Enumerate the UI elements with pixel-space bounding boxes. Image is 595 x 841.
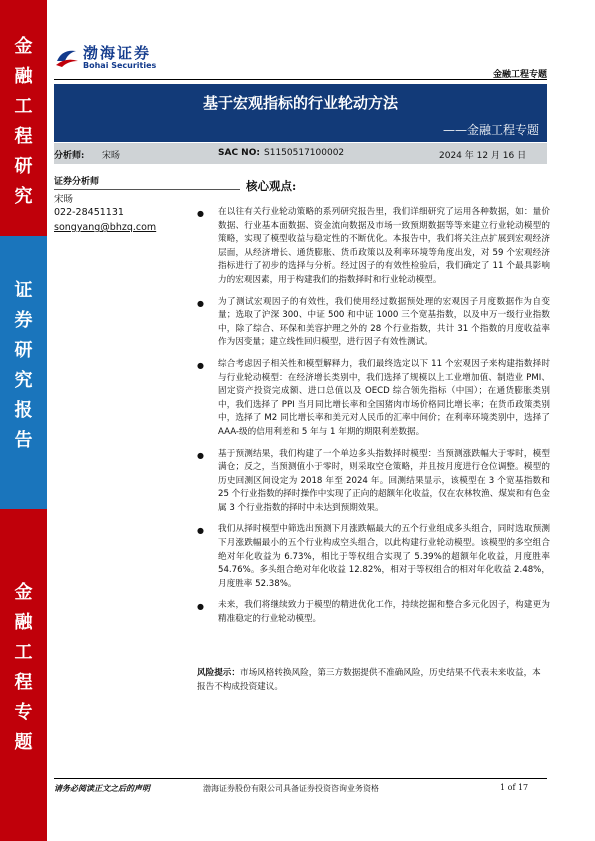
sidebar-label-middle — [0, 276, 47, 456]
sidebar-char: 工 — [14, 96, 33, 117]
core-viewpoints-heading: 核心观点: — [246, 179, 297, 193]
risk-warning — [197, 667, 549, 694]
sidebar-label-top — [0, 32, 47, 212]
sidebar-char: 券 — [14, 310, 33, 331]
viewpoint-text: 综合考虑因子相关性和模型解释力，我们最终选定以下 11 个宏观因子来构建指数择时与行业轮动模型：在经济增长类别中，我们选择了规模以上工业增加值、制造业 PMI、固定资产投资完成额、进口总值以及 OECD 综合领先指标（中国）；在通货膨胀类别中，我们选择了 PPI 当月同比增长率和全国猪肉市场价格同比增长率；在货币政策类别中，选择了 M2 同比增长率和美元对人民币的汇率中间价；在利率环境类别中，选择了 AAA-级的信用利差和 5 年与 1 年期的期限利差数据。 — [218, 358, 550, 437]
footer-company: 渤海证券股份有限公司具备证券投资咨询业务资格 — [203, 784, 379, 793]
analyst-name: 宋旸 — [102, 151, 121, 161]
risk-text: 市场风格转换风险，第三方数据提供不准确风险，历史结果不代表未来收益，本报告不构成投资建议。 — [197, 668, 541, 692]
risk-label: 风险提示： — [197, 668, 240, 678]
info-bar — [54, 143, 547, 164]
core-viewpoints-list — [197, 206, 550, 635]
viewpoint-item — [197, 206, 550, 288]
viewpoint-text: 在以往有关行业轮动策略的系列研究报告里，我们详细研究了运用各种数据，如：量价数据、行业基本面数据、资金流向数据及市场一致预期数据等等来建立行业轮动模型的策略，实现了模型收益与稳定性的不断优化。本报告中，我们将关注点扩展到宏观经济层面，从经济增长、通货膨胀、货币政策以及利率环境等角度出发，对 59 个宏观经济指标进行了初步的选择与分析。经过因子的有效性检验后，我们确定了 11 个最具影响力的宏观因素，用于构建我们的指数择时和行业轮动模型。 — [218, 207, 550, 285]
bohai-logo-icon — [54, 45, 80, 71]
viewpoint-text: 未来，我们将继续致力于模型的精进优化工作，持续挖掘和整合多元化因子，构建更为精准稳定的行业轮动模型。 — [218, 600, 550, 625]
viewpoint-text: 基于预测结果，我们构建了一个单边多头指数择时模型：当预测涨跌幅大于零时，模型满仓；反之，当预测值小于零时，则采取空仓策略，并且按月度进行仓位调整。模型的历史回测区间设定为 2018 年至 2024 年。回测结果显示，该模型在 3 个宽基指数和 25 个行业指数的择时操作中实现了正向的超额年化收益，仅在农林牧渔、煤炭和有色金属 3 个行业指数的择时中未达到预期效果。 — [218, 448, 550, 513]
sidebar-char: 融 — [14, 612, 33, 633]
report-date: 2024 年 12 月 16 日 — [439, 151, 527, 161]
sac-label: SAC NO: — [218, 148, 260, 158]
bullet-icon: ● — [197, 360, 204, 370]
title-banner — [54, 84, 547, 142]
sidebar-char: 程 — [14, 126, 33, 147]
viewpoint-text: 我们从择时模型中筛选出预测下月涨跌幅最大的五个行业组成多头组合，同时选取预测下月涨跌幅最小的五个行业构成空头组合，以此构建行业轮动模型。该模型的多空组合绝对年化收益为 6.73%，相比于等权组合实现了 5.39%的超额年化收益，月度胜率 54.76%。多头组合绝对年化收益 12.82%，相对于等权组合的相对年化收益 2.48%，月度胜率 52.38%。 — [218, 524, 550, 589]
analyst-section-title: 证券分析师 — [54, 174, 240, 190]
sidebar-char: 究 — [14, 186, 33, 207]
viewpoint-item — [197, 599, 550, 626]
sidebar-char: 告 — [14, 430, 33, 451]
logo-cn-text: 渤海证券 — [83, 44, 152, 62]
company-logo — [54, 45, 156, 71]
viewpoint-item — [197, 523, 550, 591]
analyst-phone: 022-28451131 — [54, 207, 124, 218]
sidebar-label-bottom — [0, 578, 47, 758]
viewpoint-text: 为了测试宏观因子的有效性，我们使用经过数据预处理的宏观因子月度数据作为自变量；选取了沪深 300、中证 500 和中证 1000 三个宽基指数，以及申万一级行业指数中，除了综合、环保和美容护理之外的 28 个行业指数，共计 31 个指数的月度收益率作为因变量；建立线性回归模型，进行因子有效性测试。 — [218, 296, 550, 348]
viewpoint-item — [197, 296, 550, 350]
sidebar-char: 研 — [14, 156, 33, 177]
sidebar-char: 专 — [14, 702, 33, 723]
sidebar-char: 研 — [14, 340, 33, 361]
report-subtitle: ——金融工程专题 — [442, 123, 539, 137]
footer-disclaimer: 请务必阅读正文之后的声明 — [54, 783, 150, 793]
sidebar-char: 题 — [14, 732, 33, 753]
header-rule — [54, 79, 547, 80]
analyst-email-link[interactable]: songyang@bhzq.com — [54, 222, 157, 233]
logo-en-text: Bohai Securities — [83, 61, 157, 70]
sidebar-char: 金 — [14, 582, 33, 603]
analyst-label: 分析师: — [54, 151, 85, 161]
page-number: 1 of 17 — [500, 783, 529, 792]
viewpoint-item — [197, 358, 550, 440]
sidebar-char: 工 — [14, 642, 33, 663]
report-title: 基于宏观指标的行业轮动方法 — [202, 94, 398, 112]
bullet-icon: ● — [197, 298, 204, 308]
bullet-icon: ● — [197, 209, 204, 218]
sidebar-char: 金 — [14, 36, 33, 57]
viewpoint-item — [197, 448, 550, 516]
bullet-icon: ● — [197, 450, 204, 460]
sidebar-char: 程 — [14, 672, 33, 693]
analyst-name-left: 宋旸 — [54, 194, 74, 205]
report-type-label: 金融工程专题 — [492, 70, 547, 80]
sac-number: S1150517100002 — [264, 148, 345, 158]
footer-rule — [54, 778, 547, 779]
sidebar-char: 报 — [14, 400, 33, 421]
bullet-icon: ● — [197, 526, 204, 536]
sidebar-char: 证 — [14, 280, 33, 301]
sidebar-char: 融 — [14, 66, 33, 87]
sidebar-char: 究 — [14, 370, 33, 391]
bullet-icon: ● — [197, 602, 204, 612]
